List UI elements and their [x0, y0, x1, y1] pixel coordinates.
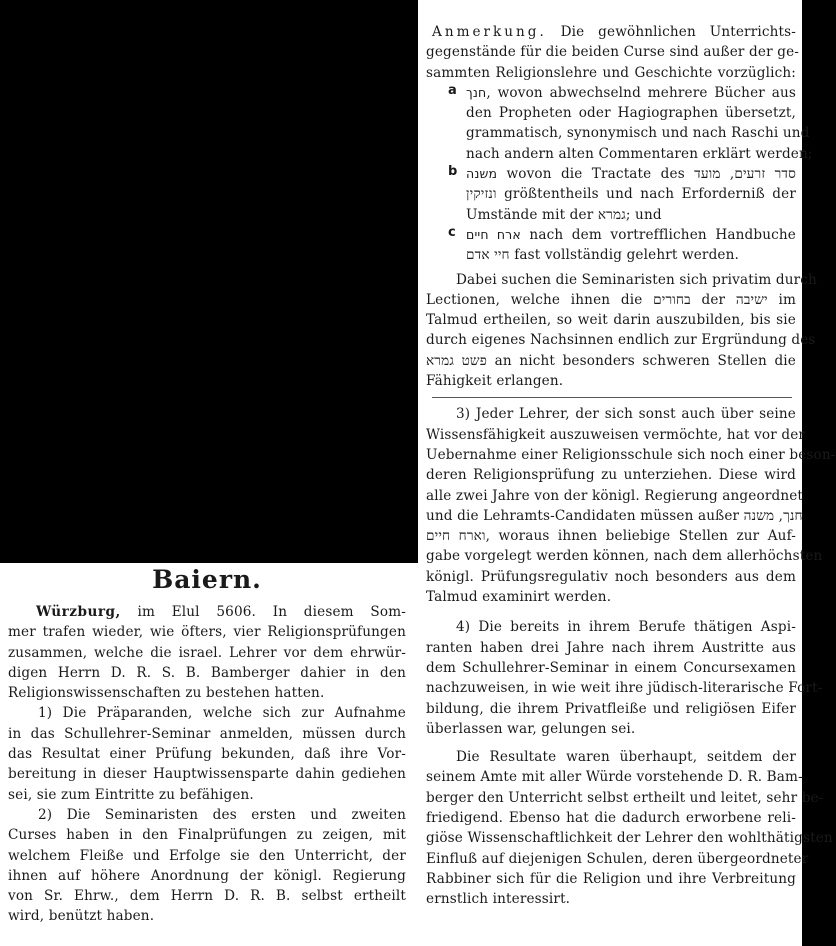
dateline-place: Würzburg,	[36, 604, 121, 620]
hebrew-term: ארח חיים	[466, 226, 521, 242]
paragraph-3	[426, 404, 836, 607]
text-line	[426, 22, 796, 42]
text-line: mer trafen wieder, wie öfters, vier Religionsprüfungen	[8, 624, 406, 641]
section-heading: Baiern.	[152, 565, 262, 594]
text-line: Wissensfähigkeit auszuweisen vermöchte, hat vor der	[426, 426, 806, 443]
text-line: 4) Die bereits in ihrem Berufe thätigen Aspi-	[456, 619, 796, 636]
text-line: durch eigenes Nachsinnen endlich zur Ergründung des	[426, 332, 816, 349]
text-line: Die Resultate waren überhaupt, seitdem der	[456, 749, 796, 766]
text-line: friedigend. Ebenso hat die dadurch erworbene reli-	[426, 809, 796, 826]
list-item-b	[426, 164, 796, 225]
text-line	[466, 225, 796, 245]
text-line: gegenstände für die beiden Curse sind außer der ge-	[426, 44, 800, 61]
paragraph-1	[8, 703, 406, 804]
list-item-a	[426, 82, 813, 164]
text-line: Lectionen, welche ihnen die בחורים der ישיבה im	[426, 291, 796, 308]
text-fragment: im Elul 5606. In diesem Som-	[137, 604, 406, 620]
text-line: וארח חיים, woraus ihnen beliebige Stellen zur Auf-	[426, 528, 797, 545]
text-line: Rabbiner sich für die Religion und ihre Verbreitung	[426, 870, 796, 887]
text-line: ranten haben drei Jahre nach ihrem Austritte aus	[426, 639, 796, 656]
right-column	[418, 0, 836, 946]
text-line: Uebernahme einer Religionsschule sich noch einer beson-	[426, 446, 836, 463]
text-line: digen Herrn D. R. S. B. Bamberger dahier in den	[8, 664, 406, 681]
text-line: gabe vorgelegt werden können, nach dem allerhöchsten	[426, 548, 823, 565]
text-fragment: wovon abwechselnd mehrere Bücher aus	[497, 84, 796, 101]
text-line: 1) Die Präparanden, welche sich zur Aufnahme	[38, 705, 406, 722]
text-line: den Propheten oder Hagiographen übersetzt,	[466, 105, 796, 122]
text-line: in das Schullehrer-Seminar anmelden, müssen durch	[8, 725, 406, 742]
text-line: 3) Jeder Lehrer, der sich sonst auch über seine	[456, 406, 796, 423]
hebrew-term: חנך	[466, 84, 487, 100]
hebrew-term: משנה	[466, 166, 498, 182]
text-line: zusammen, welche die israel. Lehrer vor dem ehrwür-	[8, 644, 406, 661]
text-line: berger den Unterricht selbst ertheilt und leitet, sehr be-	[426, 789, 824, 806]
list-letter: c	[448, 224, 456, 240]
text-line: deren Religionsprüfung zu unterziehen. Diese wird	[426, 467, 796, 484]
text-line: das Resultat einer Prüfung bekunden, daß ihre Vor-	[8, 746, 406, 763]
paragraph-2	[8, 805, 406, 927]
text-line: giöse Wissenschaftlichkeit der Lehrer den wohlthätigsten	[426, 830, 833, 847]
text-line: sei, sie zum Eintritte zu befähigen.	[8, 786, 254, 803]
text-line: alle zwei Jahre von der königl. Regierung angeordnet	[426, 487, 804, 504]
text-line: חיי אדם fast vollständig gelehrt werden.	[466, 247, 740, 264]
text-line: פשט גמרא an nicht besonders schweren Stellen die	[426, 352, 797, 369]
text-line: wird, benützt haben.	[8, 908, 155, 925]
text-line: Talmud examinirt werden.	[426, 589, 612, 606]
section-divider	[432, 397, 792, 398]
text-line: Einfluß auf diejenigen Schulen, deren übergeordneter	[426, 850, 809, 867]
text-line: ונזיקין größtentheils und nach Erforderniß der	[466, 186, 796, 203]
text-fragment: wovon die Tractate des סדר זרעים, מועד	[506, 166, 796, 183]
list-item-c	[426, 225, 796, 266]
anmerkung-note	[426, 22, 817, 391]
text-line: königl. Prüfungsregulativ noch besonders aus dem	[426, 568, 796, 585]
text-line: seinem Amte mit aller Würde vorstehende D. R. Bam-	[426, 769, 803, 786]
text-fragment: Die gewöhnlichen Unterrichts-	[560, 24, 796, 40]
left-column	[0, 563, 418, 946]
list-letter: b	[448, 164, 458, 180]
text-line: ihnen auf höhere Anordnung der königl. Regierung	[8, 867, 406, 884]
text-line: von Sr. Ehrw., dem Herrn D. R. B. selbst ertheilt	[8, 888, 406, 905]
text-line: Religionswissenschaften zu bestehen hatten.	[8, 685, 325, 702]
text-line: überlassen war, gelungen sei.	[426, 720, 636, 737]
text-line: nachzuweisen, in wie weit ihre jüdisch-literarische Fort-	[426, 680, 823, 697]
text-line: Talmud ertheilen, so weit darin auszubilden, bis sie	[426, 312, 796, 329]
paragraph-5	[426, 747, 833, 909]
text-line: ernstlich interessirt.	[426, 891, 571, 908]
anmerkung-heading: Anmerkung.	[432, 24, 547, 40]
text-line: Umstände mit der גמרא; und	[466, 206, 662, 223]
text-line: bereitung in dieser Hauptwissensparte dahin gediehen	[8, 766, 406, 783]
list-letter: a	[448, 82, 457, 98]
text-line	[8, 602, 406, 622]
paragraph-4	[426, 617, 823, 739]
text-line: welchem Fleiße und Erfolge sie den Unterricht, der	[8, 847, 406, 864]
text-line: und die Lehramts-Candidaten müssen außer חנך, משנה	[426, 507, 803, 524]
text-line: dem Schullehrer-Seminar in einem Concursexamen	[426, 659, 796, 676]
text-line: nach andern alten Commentaren erklärt werden;	[466, 145, 813, 162]
text-fragment: nach dem vortrefflichen Handbuche	[529, 226, 796, 243]
text-line: sammten Religionslehre und Geschichte vorzüglich:	[426, 64, 796, 81]
text-line: grammatisch, synonymisch und nach Raschi und	[466, 125, 810, 142]
text-line: 2) Die Seminaristen des ersten und zweiten	[38, 806, 406, 823]
text-line: Dabei suchen die Seminaristen sich privatim durch	[456, 271, 817, 288]
dateline-paragraph	[8, 602, 406, 703]
text-line	[466, 164, 796, 184]
text-line: חנך, wovon abwechselnd mehrere Bücher aus	[466, 84, 796, 101]
text-line: bildung, die ihrem Privatfleiße und religiösen Eifer	[426, 700, 796, 717]
text-line: Curses haben in den Finalprüfungen zu zeigen, mit	[8, 827, 406, 844]
text-line: Fähigkeit erlangen.	[426, 373, 564, 390]
